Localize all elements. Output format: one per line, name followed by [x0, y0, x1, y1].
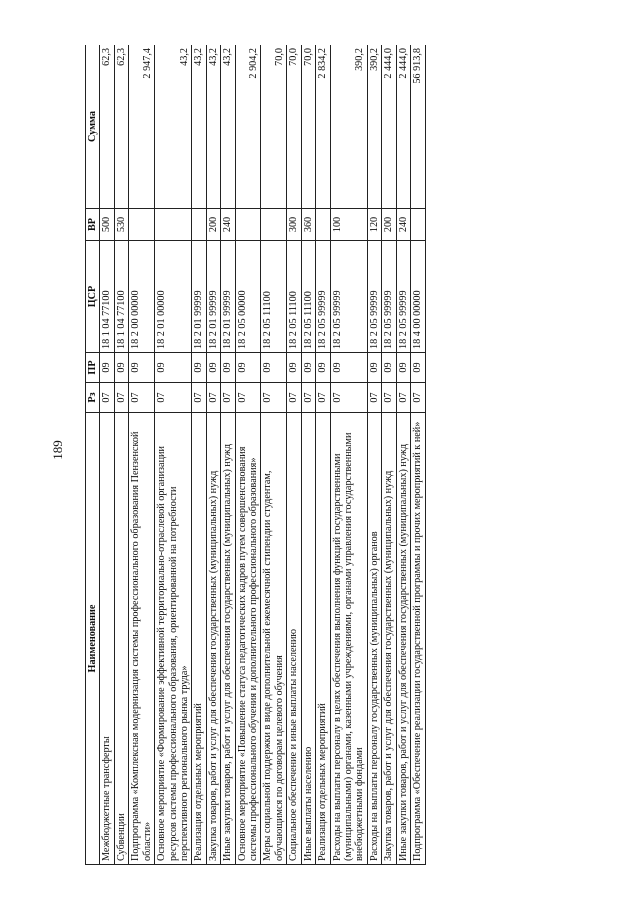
cell-csr: 18 2 01 99999: [206, 241, 220, 353]
cell-name: Расходы на выплаты персоналу в целях обеспечения выполнения функций государственными (муниципальными) органами, казенными учреждениями, органами управления государственными внебюджетными фондами: [330, 413, 367, 865]
cell-rz: 07: [382, 383, 396, 413]
cell-rz: 07: [330, 383, 367, 413]
cell-pr: 09: [206, 353, 220, 383]
cell-sum: 2 947,4: [129, 45, 155, 209]
cell-csr: 18 1 04 77100: [100, 241, 114, 353]
budget-table-frame: [85, 45, 570, 865]
table-row: [235, 45, 261, 865]
cell-vr: 240: [396, 209, 410, 241]
cell-rz: 07: [261, 383, 287, 413]
cell-sum: 2 834,2: [316, 45, 330, 209]
cell-vr: [192, 209, 206, 241]
cell-vr: 360: [301, 209, 315, 241]
cell-name: Основное мероприятие «Формирование эффективной территориально-отраслевой организации ресурсов системы профессионального образования, ориентированной на потребности перспективного регионального рынка труда»: [155, 413, 192, 865]
table-row: [206, 45, 220, 865]
cell-pr: 09: [382, 353, 396, 383]
cell-csr: 18 2 05 11100: [261, 241, 287, 353]
cell-csr: 18 2 05 99999: [330, 241, 367, 353]
cell-sum: 390,2: [367, 45, 381, 209]
cell-csr: 18 2 05 99999: [316, 241, 330, 353]
cell-rz: 07: [114, 383, 128, 413]
table-row: [221, 45, 235, 865]
cell-pr: 09: [316, 353, 330, 383]
cell-sum: 62,3: [114, 45, 128, 209]
table-row: [114, 45, 128, 865]
cell-csr: 18 2 00 00000: [129, 241, 155, 353]
header-vr: ВР: [86, 209, 100, 241]
cell-vr: 200: [206, 209, 220, 241]
cell-sum: 2 444,0: [396, 45, 410, 209]
cell-vr: 530: [114, 209, 128, 241]
cell-sum: 70,0: [287, 45, 301, 209]
cell-sum: 70,0: [261, 45, 287, 209]
table-row: [287, 45, 301, 865]
table-row: [367, 45, 381, 865]
header-pr: ПР: [86, 353, 100, 383]
cell-sum: 56 913,8: [411, 45, 425, 209]
cell-csr: 18 4 00 00000: [411, 241, 425, 353]
cell-sum: 390,2: [330, 45, 367, 209]
cell-rz: 07: [155, 383, 192, 413]
cell-pr: 09: [100, 353, 114, 383]
cell-rz: 07: [287, 383, 301, 413]
cell-name: Субвенции: [114, 413, 128, 865]
cell-vr: 120: [367, 209, 381, 241]
cell-name: Основное мероприятие «Повышение статуса педагогических кадров путем совершенствования системы профессионального обучения и дополнительного профессионального образования»: [235, 413, 261, 865]
cell-sum: 43,2: [155, 45, 192, 209]
header-sum: Сумма: [86, 45, 100, 209]
cell-name: Закупка товаров, работ и услуг для обеспечения государственных (муниципальных) нужд: [206, 413, 220, 865]
cell-name: Реализация отдельных мероприятий: [316, 413, 330, 865]
table-header-row: [86, 45, 100, 865]
cell-rz: 07: [100, 383, 114, 413]
cell-csr: 18 2 01 99999: [192, 241, 206, 353]
cell-csr: 18 2 05 11100: [287, 241, 301, 353]
header-csr: ЦСР: [86, 241, 100, 353]
cell-sum: 43,2: [221, 45, 235, 209]
cell-name: Закупка товаров, работ и услуг для обеспечения государственных (муниципальных) нужд: [382, 413, 396, 865]
cell-pr: 09: [411, 353, 425, 383]
header-rz: Рз: [86, 383, 100, 413]
cell-csr: 18 2 01 99999: [221, 241, 235, 353]
cell-sum: 43,2: [192, 45, 206, 209]
cell-sum: 2 444,0: [382, 45, 396, 209]
cell-name: Иные выплаты населению: [301, 413, 315, 865]
budget-table: [85, 45, 426, 865]
cell-vr: 240: [221, 209, 235, 241]
cell-rz: 07: [192, 383, 206, 413]
cell-name: Подпрограмма «Обеспечение реализации государственной программы и прочих мероприятий к ней»: [411, 413, 425, 865]
table-row: [330, 45, 367, 865]
cell-vr: 200: [382, 209, 396, 241]
cell-rz: 07: [316, 383, 330, 413]
cell-pr: 09: [330, 353, 367, 383]
cell-csr: 18 2 05 99999: [367, 241, 381, 353]
cell-rz: 07: [235, 383, 261, 413]
cell-pr: 09: [221, 353, 235, 383]
cell-csr: 18 2 05 99999: [396, 241, 410, 353]
cell-rz: 07: [396, 383, 410, 413]
cell-name: Иные закупки товаров, работ и услуг для обеспечения государственных (муниципальных) нужд: [396, 413, 410, 865]
cell-csr: 18 2 05 11100: [301, 241, 315, 353]
cell-pr: 09: [396, 353, 410, 383]
cell-vr: 100: [330, 209, 367, 241]
cell-rz: 07: [206, 383, 220, 413]
cell-vr: [411, 209, 425, 241]
cell-name: Межбюджетные трансферты: [100, 413, 114, 865]
rotated-page: [85, 45, 570, 865]
cell-pr: 09: [155, 353, 192, 383]
cell-name: Реализация отдельных мероприятий: [192, 413, 206, 865]
cell-name: Подпрограмма «Комплексная модернизация системы профессионального образования Пензенской области»: [129, 413, 155, 865]
cell-pr: 09: [192, 353, 206, 383]
table-row: [382, 45, 396, 865]
cell-csr: 18 2 05 99999: [382, 241, 396, 353]
cell-sum: 70,0: [301, 45, 315, 209]
cell-sum: 2 904,2: [235, 45, 261, 209]
table-row: [192, 45, 206, 865]
page-number: 189: [50, 440, 65, 460]
table-row: [100, 45, 114, 865]
cell-csr: 18 2 01 00000: [155, 241, 192, 353]
table-row: [129, 45, 155, 865]
cell-pr: 09: [261, 353, 287, 383]
header-name: Наименование: [86, 413, 100, 865]
cell-vr: 500: [100, 209, 114, 241]
cell-vr: [261, 209, 287, 241]
cell-csr: 18 2 05 00000: [235, 241, 261, 353]
table-row: [301, 45, 315, 865]
table-row: [261, 45, 287, 865]
cell-vr: [316, 209, 330, 241]
table-row: [155, 45, 192, 865]
cell-name: Расходы на выплаты персоналу государственных (муниципальных) органов: [367, 413, 381, 865]
cell-rz: 07: [301, 383, 315, 413]
cell-pr: 09: [301, 353, 315, 383]
cell-sum: 62,3: [100, 45, 114, 209]
table-row: [316, 45, 330, 865]
cell-pr: 09: [114, 353, 128, 383]
cell-pr: 09: [367, 353, 381, 383]
cell-rz: 07: [367, 383, 381, 413]
table-row: [411, 45, 425, 865]
cell-vr: [155, 209, 192, 241]
cell-name: Меры социальной поддержки в виде дополнительной ежемесячной стипендии студентам, обучающимся по договорам целевого обучения: [261, 413, 287, 865]
cell-pr: 09: [129, 353, 155, 383]
cell-csr: 18 1 04 77100: [114, 241, 128, 353]
cell-rz: 07: [411, 383, 425, 413]
cell-name: Иные закупки товаров, работ и услуг для обеспечения государственных (муниципальных) нужд: [221, 413, 235, 865]
cell-pr: 09: [235, 353, 261, 383]
cell-rz: 07: [221, 383, 235, 413]
cell-vr: 300: [287, 209, 301, 241]
cell-name: Социальное обеспечение и иные выплаты населению: [287, 413, 301, 865]
cell-pr: 09: [287, 353, 301, 383]
table-row: [396, 45, 410, 865]
cell-sum: 43,2: [206, 45, 220, 209]
cell-rz: 07: [129, 383, 155, 413]
cell-vr: [235, 209, 261, 241]
cell-vr: [129, 209, 155, 241]
